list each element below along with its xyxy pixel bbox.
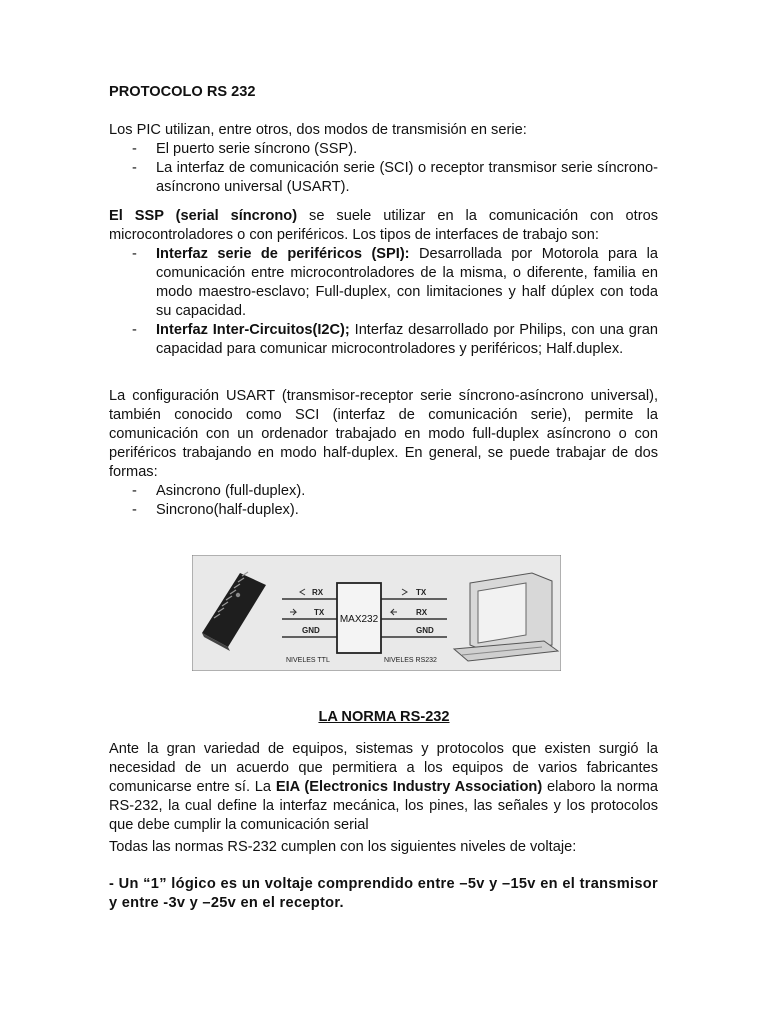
page-title: PROTOCOLO RS 232 <box>109 84 256 100</box>
ssp-list <box>109 245 658 359</box>
voltage-rule: - Un “1” lógico es un voltaje comprendido entre –5v y –15v en el transmisor y entre -3v y –25v en el receptor. <box>109 876 658 911</box>
ssp-paragraph: El SSP (serial síncrono) se suele utilizar en la comunicación con otros microcontroladores o con periféricos. Los tipos de interfaces de trabajo son: <box>109 208 658 243</box>
list-item: - La interfaz de comunicación serie (SCI) o receptor transmisor serie síncrono- asíncrono universal (USART). <box>132 160 658 195</box>
norma-section <box>109 740 658 835</box>
voltage-intro: Todas las normas RS-232 cumplen con los siguientes niveles de voltaje: <box>109 839 577 855</box>
usart-list <box>109 482 658 520</box>
left-signal-tx: TX <box>314 608 325 617</box>
right-signal-gnd: GND <box>416 626 434 635</box>
intro-section <box>109 121 658 197</box>
right-signal-tx: TX <box>416 588 427 597</box>
norma-paragraph: Ante la gran variedad de equipos, sistemas y protocolos que existen surgió la necesidad de un acuerdo que permitiera a los equipos de varios fabricantes comunicarse entre sí. La EIA (Electronics Industry Association) elaboro la norma RS-232, la cual define la interfaz mecánica, los pines, las señales y los protocolos que debe cumplir la comunicación serial <box>109 741 659 833</box>
left-signal-gnd: GND <box>302 626 320 635</box>
list-item: - El puerto serie síncrono (SSP). <box>132 141 358 157</box>
norma-heading: LA NORMA RS-232 <box>318 709 450 725</box>
ttl-caption: NIVELES TTL <box>286 657 330 664</box>
left-signal-rx: RX <box>312 588 324 597</box>
ssp-section <box>109 207 658 359</box>
list-item: - Interfaz serie de periféricos (SPI): Desarrollada por Motorola para la comunicación entre microcontroladores de la misma, o diferente, familia en modo maestro-esclavo; Full-duplex, con limitaciones y half dúplex con toda su capacidad. <box>132 246 658 319</box>
rs232-caption: NIVELES RS232 <box>384 657 437 664</box>
computer-icon <box>454 573 558 661</box>
list-item: - Asincrono (full-duplex). <box>132 483 306 499</box>
list-item: - Interfaz Inter-Circuitos(I2C); Interfaz desarrollado por Philips, con una gran capacidad para comunicar microcontroladores y periféricos; Half.duplex. <box>132 322 658 357</box>
list-item: - Sincrono(half-duplex). <box>132 502 299 518</box>
max232-label: MAX232 <box>339 614 379 625</box>
usart-section <box>109 387 658 520</box>
rs232-diagram <box>192 555 561 671</box>
intro-lead: Los PIC utilizan, entre otros, dos modos de transmisión en serie: <box>109 122 527 138</box>
right-signal-rx: RX <box>416 608 428 617</box>
usart-paragraph: La configuración USART (transmisor-receptor serie síncrono-asíncrono universal), también conocido como SCI (interfaz de comunicación serie), permite la comunicación con un ordenador trabajado en modo full-duplex asíncrono o con periféricos trabajando en modo half-duplex. En general, se puede trabajar de dos formas: <box>109 388 658 480</box>
intro-list <box>109 140 658 197</box>
